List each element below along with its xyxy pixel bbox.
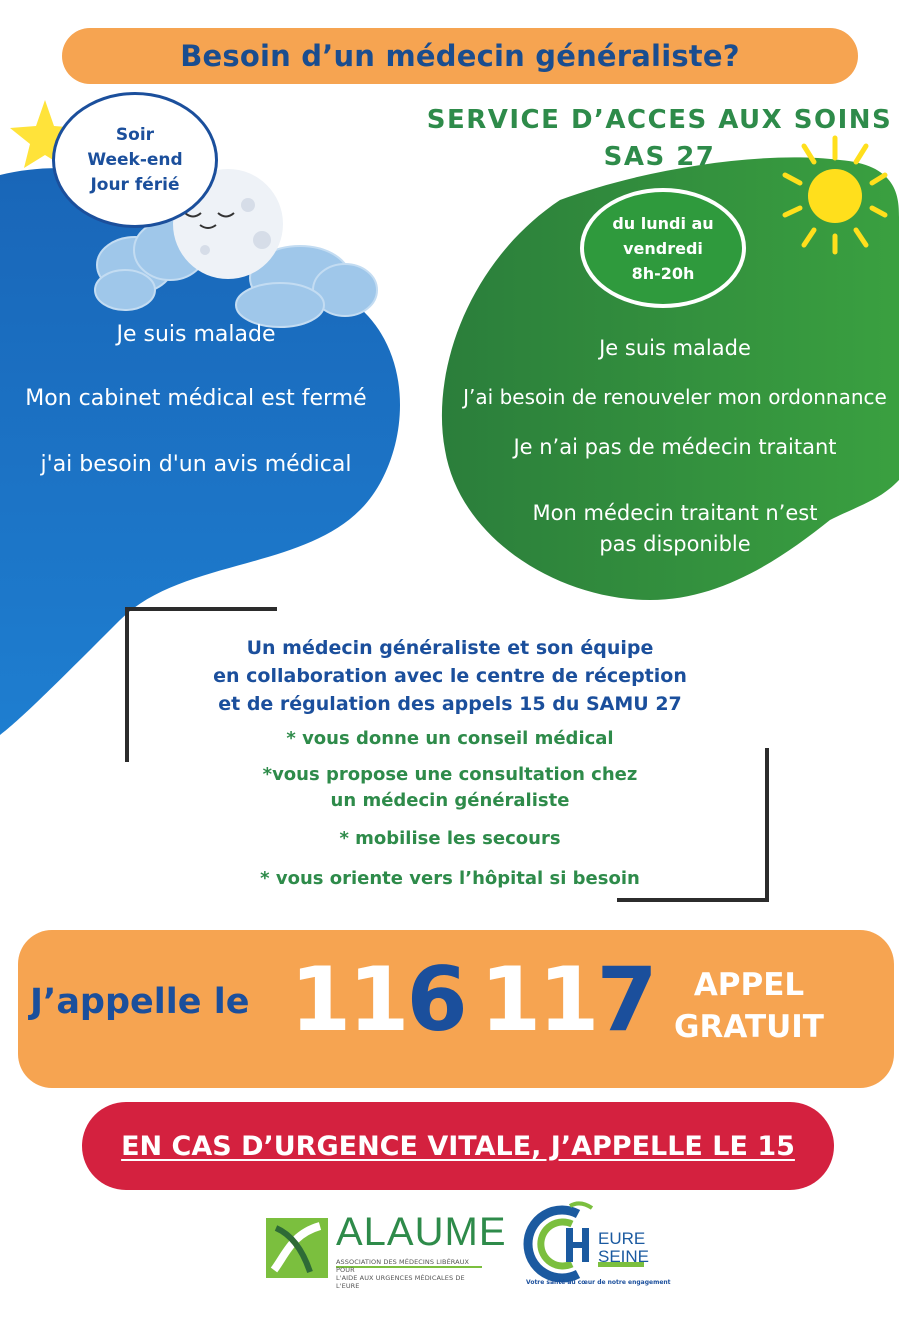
sas-title-line: SAS 27 bbox=[603, 142, 716, 172]
night-item: Mon cabinet médical est fermé bbox=[25, 386, 367, 411]
hours-circle bbox=[580, 188, 746, 308]
sas-item: Je suis malade bbox=[599, 336, 751, 360]
alaume-subtitle-line: L'AIDE AUX URGENCES MÉDICALES DE L'EURE bbox=[336, 1274, 465, 1290]
call-lead-text: J’appelle le bbox=[30, 982, 250, 1022]
alaume-name: ALAUME bbox=[336, 1210, 507, 1254]
night-item: Je suis malade bbox=[116, 322, 276, 347]
service-line: * mobilise les secours bbox=[339, 828, 561, 849]
emergency-text: EN CAS D’URGENCE VITALE, J’APPELLE LE 15 bbox=[121, 1130, 795, 1162]
free-call-label bbox=[666, 964, 832, 1048]
frame-line-right bbox=[765, 748, 769, 902]
intro-line: et de régulation des appels 15 du SAMU 27 bbox=[218, 693, 682, 715]
hours-line: du lundi au bbox=[612, 213, 714, 233]
night-hours-bubble bbox=[52, 92, 218, 228]
service-line: un médecin généraliste bbox=[330, 790, 570, 811]
intro-line: en collaboration avec le centre de réception bbox=[213, 665, 687, 687]
phone-number-part1[interactable] bbox=[290, 948, 465, 1051]
eure-seine-name bbox=[598, 1230, 649, 1266]
phone-digits-white: 11 bbox=[480, 948, 597, 1051]
service-line: * vous donne un conseil médical bbox=[286, 728, 614, 749]
eure-seine-line: SEINE bbox=[598, 1247, 650, 1266]
night-item: j'ai besoin d'un avis médical bbox=[40, 452, 352, 477]
sas-title bbox=[420, 102, 899, 176]
intro-line: Un médecin généraliste et son équipe bbox=[246, 637, 654, 659]
sas-item: J’ai besoin de renouveler mon ordonnance bbox=[463, 385, 887, 409]
page-title: Besoin d’un médecin généraliste? bbox=[180, 39, 740, 73]
bubble-line: Jour férié bbox=[90, 174, 180, 195]
eure-seine-tagline: Votre santé au cœur de notre engagement bbox=[526, 1279, 671, 1286]
free-call-line: GRATUIT bbox=[674, 1009, 824, 1045]
bubble-line: Soir bbox=[115, 124, 155, 145]
hours-line: vendredi bbox=[623, 238, 703, 258]
free-call-line: APPEL bbox=[693, 967, 805, 1003]
sas-title-line: SERVICE D’ACCES AUX SOINS bbox=[426, 105, 893, 135]
bubble-line: Week-end bbox=[87, 149, 183, 170]
alaume-subtitle bbox=[336, 1258, 486, 1290]
hours-line: 8h-20h bbox=[631, 263, 695, 283]
eure-seine-line: EURE bbox=[598, 1229, 646, 1248]
phone-number-part2[interactable] bbox=[480, 948, 655, 1051]
alaume-subtitle-line: ASSOCIATION DES MÉDECINS LIBÉRAUX POUR bbox=[336, 1258, 470, 1274]
service-line: * vous oriente vers l’hôpital si besoin bbox=[260, 868, 640, 889]
frame-line-left bbox=[125, 607, 129, 762]
frame-line-top bbox=[125, 607, 277, 611]
emergency-banner bbox=[82, 1102, 834, 1190]
sas-item: Je n’ai pas de médecin traitant bbox=[513, 435, 837, 459]
phone-digits-white: 11 bbox=[290, 948, 407, 1051]
phone-digit-blue: 6 bbox=[406, 948, 465, 1051]
frame-line-bottom bbox=[617, 898, 769, 902]
phone-digit-blue: 7 bbox=[596, 948, 655, 1051]
sas-item: pas disponible bbox=[599, 532, 751, 556]
service-line: *vous propose une consultation chez bbox=[262, 764, 638, 785]
header-banner bbox=[62, 28, 858, 84]
sas-item: Mon médecin traitant n’est bbox=[532, 501, 818, 525]
